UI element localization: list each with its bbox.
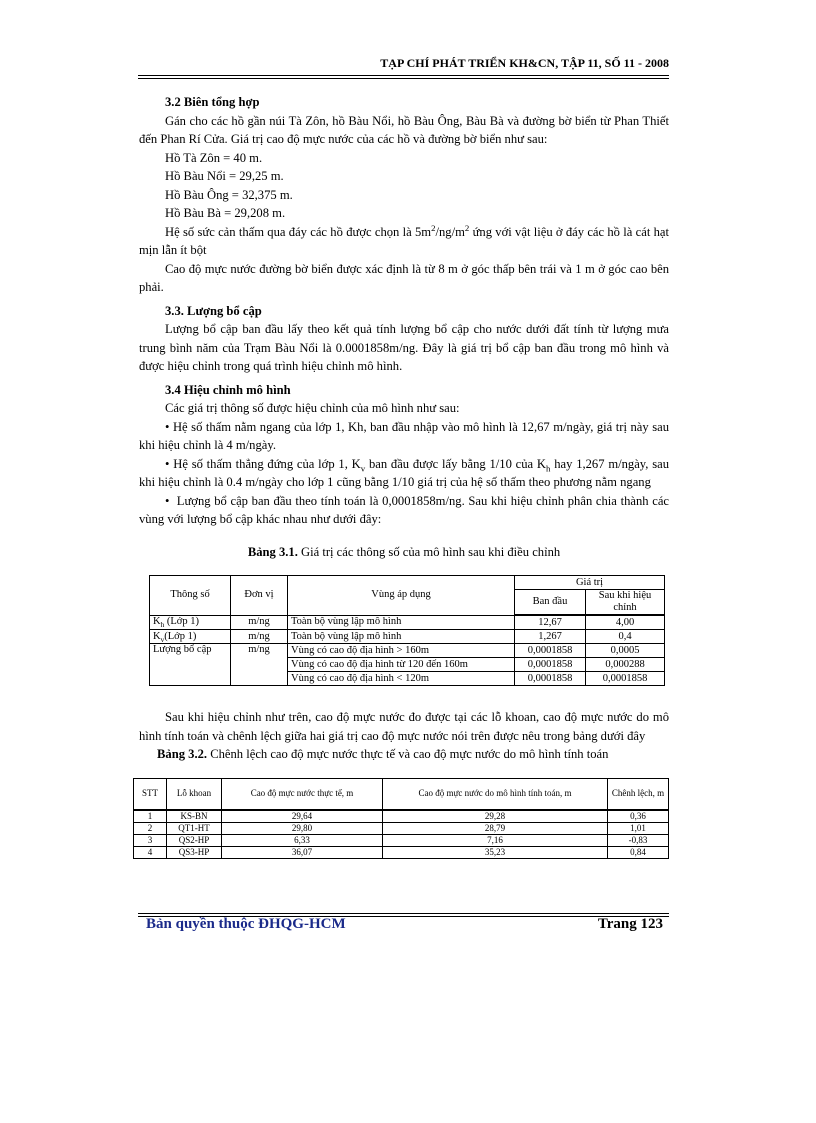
section-3-2-paragraph: Gán cho các hồ gần núi Tà Zôn, hồ Bàu Nổi, hồ Bàu Ông, Bàu Bà và đường bờ biển từ Phan Thiết đến Phan Rí Cửa. Giá trị cao độ mực nước của các hồ và đường bờ biển như sau: (139, 113, 669, 146)
lake-ta-zon-value: Hồ Tà Zôn = 40 m. (165, 150, 263, 165)
lake-bau-ong-value: Hồ Bàu Ông = 32,375 m. (165, 187, 293, 202)
bullet-recharge: • Lượng bổ cập ban đầu theo tính toán là 0,0001858m/ng. Sau khi hiệu chỉnh phân chia thành các vùng với lượng bổ cập khác nhau như dưới đây: (139, 493, 669, 526)
table-row: Lượng bổ cập m/ng Vùng có cao độ địa hình > 160m 0,0001858 0,0005 (150, 644, 665, 658)
journal-header: TẠP CHÍ PHÁT TRIỂN KH&CN, TẬP 11, SỐ 11 - 2008 (380, 56, 669, 70)
bullet-icon: • (165, 419, 170, 434)
table-row: 1 KS-BN 29,64 29,28 0,36 (134, 810, 669, 823)
col-init: Ban đầu (515, 590, 586, 616)
after-table-paragraph: Sau khi hiệu chỉnh như trên, cao độ mực nước đo được tại các lỗ khoan, cao độ mực nước do mô hình tính toán và chênh lệch giữa hai giá trị cao độ mực nước nói trên được nêu trong bảng dưới đây (139, 710, 669, 743)
lake-bau-ba-value: Hồ Bàu Bà = 29,208 m. (165, 206, 286, 220)
section-3-3-paragraph: Lượng bổ cập ban đầu lấy theo kết quả tính lượng bổ cập cho nước dưới đất tính từ lượng mưa trung bình năm của Trạm Bàu Nổi là 0.0001858m/ng. Đây là giá trị bổ cập ban đầu trong mô hình và được hiệu chỉnh trong quá trình hiệu chỉnh mô hình. (139, 322, 669, 373)
table-row: Vùng có cao độ địa hình từ 120 đến 160m 0,0001858 0,000288 (150, 658, 665, 672)
table-row: $K_h$ (Lớp 1) m/ng Toàn bộ vùng lập mô hình 12,67 4,00 (150, 615, 665, 630)
table-3-1-caption: Bảng 3.1. Giá trị các thông số của mô hình sau khi điều chỉnh (247, 544, 561, 559)
col-modeled: Cao độ mực nước do mô hình tính toán, m (383, 778, 608, 810)
resistance-paragraph: Hệ số sức cản thấm qua đáy các hồ được chọn là $5m^2/ng/m^2$ ứng với vật liệu ở đáy các hồ là cát hạt mịn lẫn ít bột (139, 222, 670, 257)
bullet-kh: • Hệ số thấm nằm ngang của lớp 1, Kh, ban đầu nhập vào mô hình là 12,67 m/ngày, giá trị này sau khi hiệu chỉnh là 4 m/ngày. (139, 419, 669, 452)
page-number: Trang 123 (597, 916, 663, 932)
col-after: Sau khi hiệu chỉnh (586, 590, 665, 616)
table-row: 2 QT1-HT 29,80 28,79 1,01 (134, 822, 669, 834)
lake-bau-noi-value: Hồ Bàu Nổi = 29,25 m. (165, 169, 284, 183)
table-3-1 (149, 575, 665, 686)
col-stt: STT (134, 778, 167, 810)
col-borehole: Lỗ khoan (167, 778, 222, 810)
table-row: 4 QS3-HP 36,07 35,23 0,84 (134, 846, 669, 858)
bullet-icon: • (165, 493, 170, 508)
coastline-paragraph: Cao độ mực nước đường bờ biển được xác định là từ 8 m ở góc thấp bên trái và 1 m ở góc cao bên phải. (139, 261, 669, 294)
section-3-3-title: 3.3. Lượng bổ cập (165, 303, 262, 318)
col-value: Giá trị (515, 576, 665, 590)
table-row: $K_v(Lớp$ 1) m/ng Toàn bộ vùng lập mô hình 1,267 0,4 (150, 630, 665, 644)
table-3-2-caption: Bảng 3.2. Chênh lệch cao độ mực nước thực tế và cao độ mực nước do mô hình tính toán (157, 747, 609, 761)
bullet-icon: • (165, 456, 170, 471)
page-content (139, 93, 669, 859)
table-row: 3 QS2-HP 6,33 7,16 -0,83 (134, 834, 669, 846)
col-unit: Đơn vị (231, 576, 288, 616)
section-3-4-intro: Các giá trị thông số được hiệu chỉnh của mô hình như sau: (165, 401, 460, 415)
col-measured: Cao độ mực nước thực tế, m (222, 778, 383, 810)
copyright-text: Bản quyền thuộc ĐHQG-HCM (146, 916, 346, 932)
section-3-4-title: 3.4 Hiệu chỉnh mô hình (165, 382, 291, 397)
table-3-2 (133, 778, 669, 859)
col-area: Vùng áp dụng (288, 576, 515, 616)
table-row: Vùng có cao độ địa hình < 120m 0,0001858 0,0001858 (150, 672, 665, 686)
col-difference: Chênh lệch, m (608, 778, 669, 810)
bullet-kv: • Hệ số thấm thẳng đứng của lớp 1, $K_v$ ban đầu được lấy bằng 1/10 của $K_h$ hay 1,267 m/ngày, sau khi hiệu chỉnh là 0.4 m/ngày cho lớp 1 cũng bằng 1/10 giá trị của hệ số thấm theo phương nằm ngang (139, 456, 669, 489)
col-param: Thông số (150, 576, 231, 616)
header-rule (138, 75, 669, 79)
section-3-2-title: 3.2 Biên tổng hợp (165, 95, 260, 109)
